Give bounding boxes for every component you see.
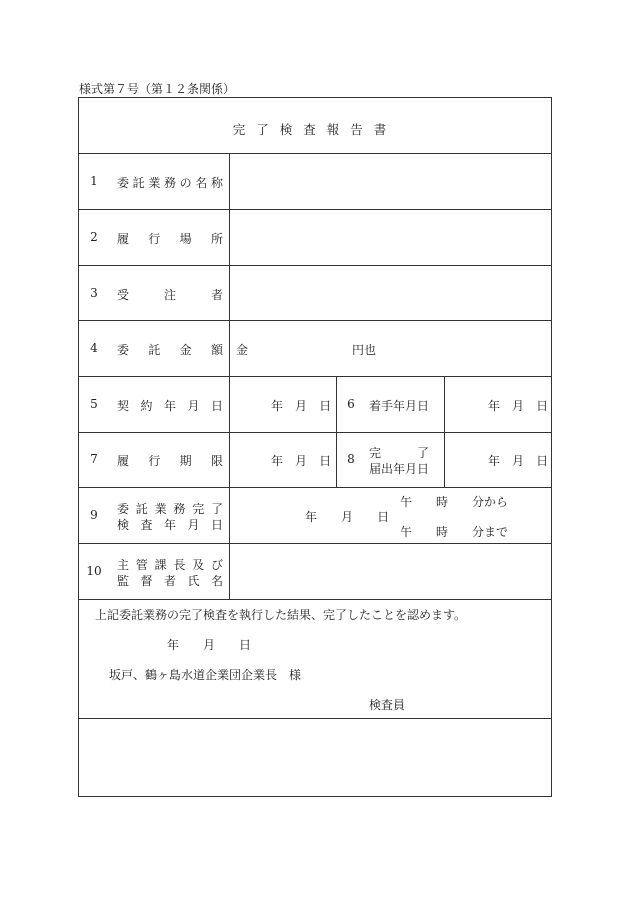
row-number: 2 [90,230,98,244]
row-label-char: 託 [132,176,145,190]
row-label-char: 日 [210,399,223,413]
row-label-char: 月 [187,399,200,413]
row-label-contract-date [117,397,223,414]
row-label-deadline [117,452,223,469]
row-label-char: 完 [192,502,205,516]
row-label-amount [117,341,223,358]
row-label-char: 課 [154,558,167,572]
row-label-char: 委 [117,343,130,357]
row-label-inspection-2 [117,516,223,533]
row-number: 6 [347,397,355,411]
inspection-start-time: 午 時 分から [400,495,509,509]
contractor-field[interactable] [230,266,551,320]
task-name-field[interactable] [230,154,551,209]
row-label-char: 所 [210,232,223,246]
start-date-label: 着手年月日 [369,399,430,413]
remarks-area[interactable] [79,719,551,796]
addressee: 坂戸、鶴ヶ島水道企業団企業長 様 [109,668,302,682]
row-label-char: 業 [154,502,167,516]
row-label-inspection-1 [117,500,223,517]
row-label-char: 了 [210,502,223,516]
row-label-char: 履 [117,454,130,468]
row-number: 3 [90,286,98,300]
form-title: 完了検査報告書 [232,122,398,137]
row-label-char: 限 [210,454,223,468]
row-label-char: 託 [148,343,161,357]
certification-date: 年 月 日 [167,638,252,652]
inspection-end-time: 午 時 分まで [400,525,509,539]
deadline-date: 年 月 日 [271,454,332,468]
row-number: 9 [90,508,98,522]
row-label-char: 金 [179,343,192,357]
row-divider [79,320,551,321]
column-divider [444,376,445,487]
row-divider [79,376,551,377]
row-label-char: 委 [117,176,130,190]
row-label-char: 年 [163,518,176,532]
row-divider [79,432,551,433]
row-label-supervisor-1 [117,556,223,573]
inspector-label: 検査員 [369,698,406,712]
row-divider [79,487,551,488]
column-divider [336,376,337,487]
row-label-location [117,230,223,247]
row-label-char: 長 [173,558,186,572]
row-label-contractor [117,286,223,303]
row-label-char: 検 [117,518,130,532]
row-label-char: び [210,558,223,572]
row-label-char: 査 [140,518,153,532]
row-label-task-name [117,174,223,191]
row-label-char: 者 [163,574,176,588]
row-label-char: 管 [135,558,148,572]
location-field[interactable] [230,210,551,265]
row-label-char: 業 [148,176,161,190]
row-label-supervisor-2 [117,572,223,589]
row-number: 5 [90,397,98,411]
completion-notice-label-2: 届出年月日 [369,462,430,476]
form-number: 様式第７号（第１２条関係） [79,82,236,96]
row-label-char: 行 [148,454,161,468]
row-label-char: の [179,176,192,190]
row-label-char: 務 [163,176,176,190]
row-label-char: 期 [179,454,192,468]
row-number: 7 [90,452,98,466]
completion-notice-label-1: 完 了 [369,446,430,460]
row-label-char: 月 [187,518,200,532]
supervisor-field[interactable] [230,544,551,599]
row-label-char: 年 [163,399,176,413]
row-label-char: 者 [210,288,223,302]
amount-prefix: 金 [236,343,249,357]
row-label-char: 契 [117,399,130,413]
row-label-char: 託 [135,502,148,516]
row-label-char: 委 [117,502,130,516]
row-divider [79,599,551,600]
row-label-char: 場 [179,232,192,246]
contract-date: 年 月 日 [271,399,332,413]
row-label-char: 及 [192,558,205,572]
row-label-char: 監 [117,574,130,588]
row-label-char: 約 [140,399,153,413]
row-label-char: 主 [117,558,130,572]
row-label-char: 氏 [187,574,200,588]
inspection-report-form [78,97,552,797]
row-label-char: 督 [140,574,153,588]
row-label-char: 務 [173,502,186,516]
row-number: 4 [90,341,98,355]
certification-statement: 上記委託業務の完了検査を執行した結果、完了したことを認めます。 [95,608,467,622]
row-number: 1 [90,174,98,188]
inspection-date: 年 月 日 [305,510,390,524]
row-label-char: 名 [195,176,208,190]
row-number: 10 [86,564,102,578]
amount-suffix: 円也 [352,343,377,357]
row-label-char: 日 [210,518,223,532]
row-label-char: 額 [210,343,223,357]
row-label-char: 受 [117,288,130,302]
row-label-char: 名 [210,574,223,588]
row-label-char: 称 [210,176,223,190]
row-number: 8 [347,452,355,466]
row-label-char: 行 [148,232,161,246]
row-label-char: 注 [163,288,176,302]
row-label-char: 履 [117,232,130,246]
start-date: 年 月 日 [488,399,549,413]
completion-notice-date: 年 月 日 [488,454,549,468]
